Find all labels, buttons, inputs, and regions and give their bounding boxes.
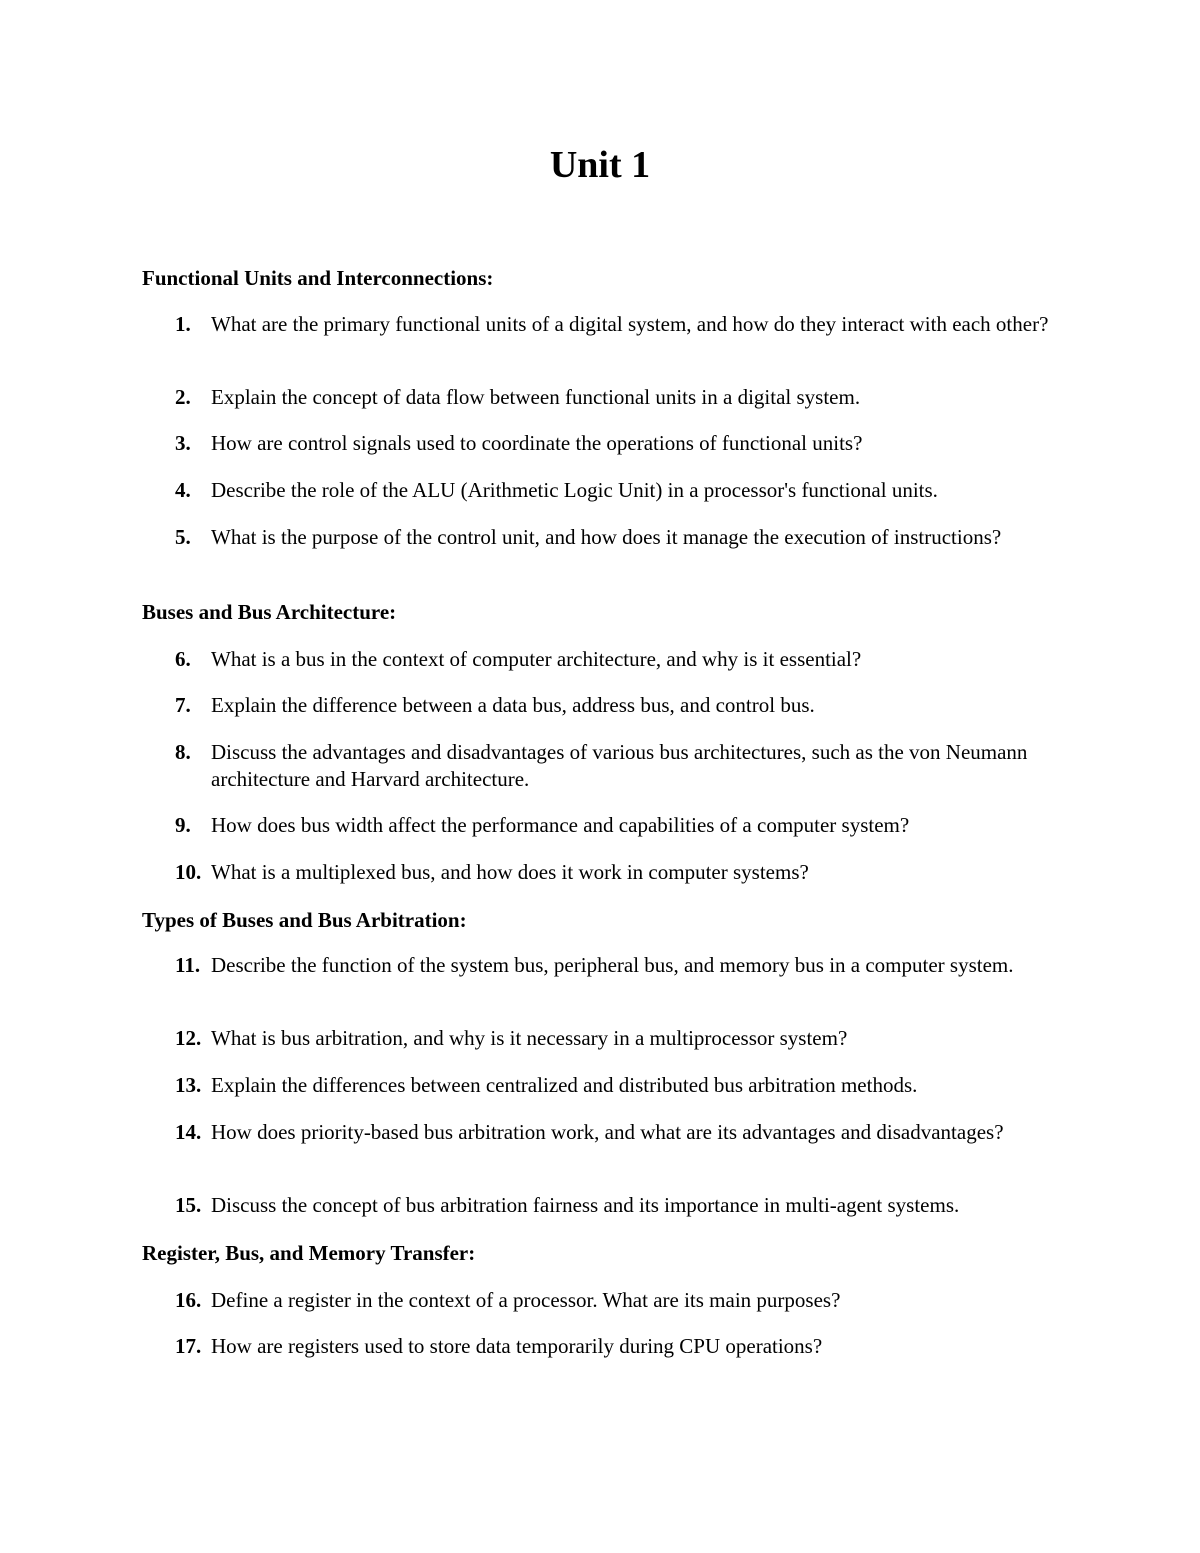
section-heading: Types of Buses and Bus Arbitration:	[142, 908, 467, 932]
item-text: Define a register in the context of a processor. What are its main purposes?	[211, 1288, 841, 1312]
list-item	[175, 1119, 1055, 1146]
item-number: 17.	[175, 1334, 202, 1358]
item-text: How are control signals used to coordinate the operations of functional units?	[211, 431, 863, 455]
page-title: Unit 1	[549, 144, 651, 186]
list-item	[175, 1192, 1055, 1219]
section-heading: Register, Bus, and Memory Transfer:	[142, 1241, 476, 1265]
item-number: 14.	[175, 1120, 202, 1144]
item-text: Describe the function of the system bus, peripheral bus, and memory bus in a computer system.	[211, 953, 1014, 977]
item-number: 3.	[175, 431, 191, 455]
item-number: 16.	[175, 1288, 202, 1312]
list-item	[175, 859, 1055, 886]
item-text: How does bus width affect the performance and capabilities of a computer system?	[211, 813, 910, 837]
list-item	[175, 646, 1055, 673]
list-item	[175, 384, 1055, 411]
item-text: Explain the differences between centralized and distributed bus arbitration methods.	[211, 1073, 918, 1097]
item-number: 4.	[175, 478, 191, 502]
item-number: 6.	[175, 647, 191, 671]
item-number: 12.	[175, 1026, 202, 1050]
list-item	[175, 692, 1055, 719]
item-number: 7.	[175, 693, 191, 717]
item-number: 8.	[175, 740, 191, 764]
item-number: 2.	[175, 385, 191, 409]
list-item	[175, 311, 1055, 338]
item-text: What is a bus in the context of computer architecture, and why is it essential?	[211, 647, 862, 671]
list-item	[175, 524, 1055, 551]
list-item	[175, 739, 1055, 793]
item-number: 11.	[175, 953, 201, 977]
item-number: 9.	[175, 813, 191, 837]
item-text: What are the primary functional units of a digital system, and how do they interact with each other?	[211, 312, 1049, 336]
item-text: Discuss the concept of bus arbitration fairness and its importance in multi-agent systems.	[211, 1193, 960, 1217]
item-text: What is the purpose of the control unit, and how does it manage the execution of instructions?	[211, 525, 1002, 549]
list-item	[175, 1072, 1055, 1099]
item-text: What is a multiplexed bus, and how does it work in computer systems?	[211, 860, 809, 884]
item-text: Describe the role of the ALU (Arithmetic Logic Unit) in a processor's functional units.	[211, 478, 938, 502]
item-text: Explain the difference between a data bus, address bus, and control bus.	[211, 693, 815, 717]
list-item	[175, 952, 1055, 979]
item-text: Explain the concept of data flow between functional units in a digital system.	[211, 385, 861, 409]
list-item	[175, 1025, 1055, 1052]
item-number: 1.	[175, 312, 191, 336]
section-heading: Buses and Bus Architecture:	[142, 600, 397, 624]
item-text: How are registers used to store data temporarily during CPU operations?	[211, 1334, 823, 1358]
item-text: What is bus arbitration, and why is it necessary in a multiprocessor system?	[211, 1026, 848, 1050]
item-number: 15.	[175, 1193, 202, 1217]
item-text: How does priority-based bus arbitration work, and what are its advantages and disadvantages?	[211, 1120, 1004, 1144]
list-item	[175, 430, 1055, 457]
list-item	[175, 812, 1055, 839]
list-item	[175, 477, 1055, 504]
item-text: Discuss the advantages and disadvantages of various bus architectures, such as the von Neumann architecture and Harvard architecture.	[211, 740, 1028, 791]
item-number: 13.	[175, 1073, 202, 1097]
item-number: 5.	[175, 525, 191, 549]
list-item	[175, 1287, 1055, 1314]
section-heading: Functional Units and Interconnections:	[142, 266, 494, 290]
item-number: 10.	[175, 860, 202, 884]
list-item	[175, 1333, 1055, 1360]
